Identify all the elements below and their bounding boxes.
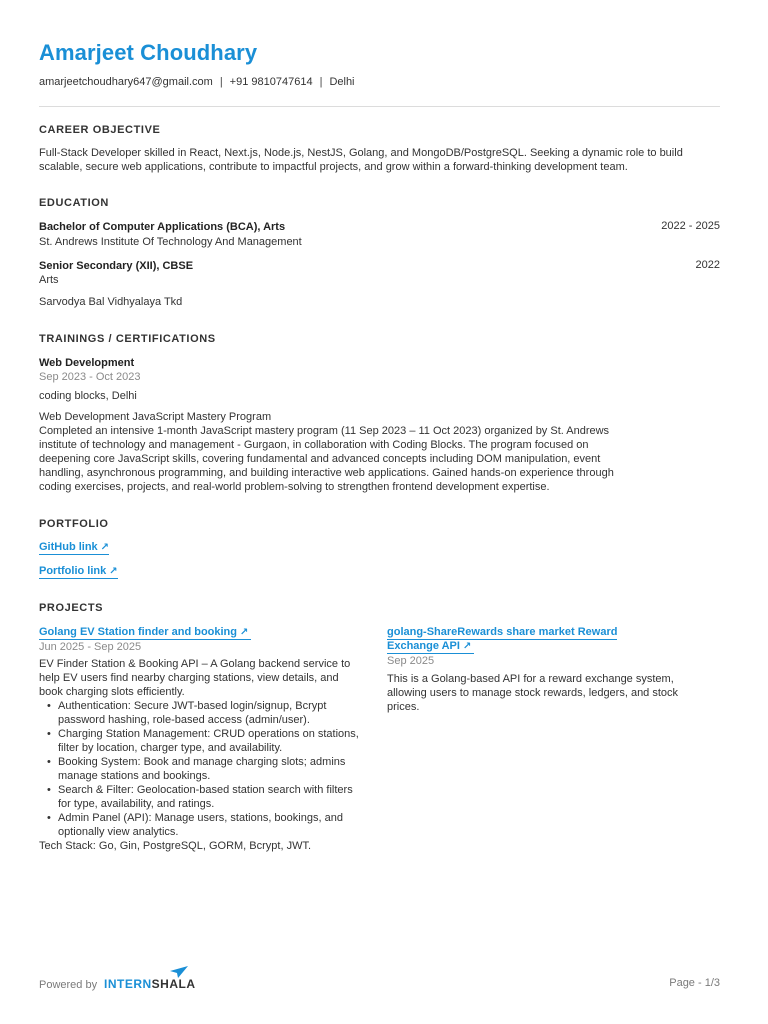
projects-heading: PROJECTS [39, 602, 104, 614]
bullet-line: password hashing, role-based access (admin/user). [58, 714, 310, 726]
education-years-1: 2022 - 2025 [661, 220, 720, 232]
powered-by-text: Powered by [39, 979, 98, 991]
bullet-line: • Search & Filter: Geolocation-based station search with filters [58, 784, 353, 796]
description-line: institute of technology and management - Gurgaon, in collaboration with Coding Blocks. The program focused on [39, 439, 589, 451]
project-1-title: Golang EV Station finder and booking [39, 626, 237, 638]
description-line: This is a Golang-based API for a reward exchange system, [387, 673, 674, 685]
project-1-link[interactable] [39, 626, 251, 640]
education-years-2: 2022 [695, 259, 720, 271]
project-2-title-line1: golang-ShareRewards share market Reward [387, 626, 618, 638]
phone-text: +91 9810747614 [229, 76, 313, 88]
project-1-dates: Jun 2025 - Sep 2025 [39, 641, 142, 653]
bullet-line: • Authentication: Secure JWT-based login/signup, Bcrypt [58, 700, 327, 712]
training-dates: Sep 2023 - Oct 2023 [39, 371, 141, 383]
description-line: deepening core JavaScript skills, covering fundamental and advanced concepts including DOM manipulation, event [39, 453, 601, 465]
external-link-icon: ↗ [240, 627, 249, 638]
logo-part: SHALA [151, 977, 196, 991]
training-program: Web Development JavaScript Mastery Program [39, 411, 272, 423]
description-line: handling, asynchronous programming, and building interactive web applications. Gained hands-on experience through [39, 467, 614, 479]
education-heading: EDUCATION [39, 197, 109, 209]
project-2-title-line2: Exchange API [387, 640, 460, 652]
bullet-line: manage stations and bookings. [58, 770, 211, 782]
external-link-icon: ↗ [462, 641, 472, 652]
education-degree-1: Bachelor of Computer Applications (BCA), Arts [39, 221, 286, 233]
portfolio-heading: PORTFOLIO [39, 518, 109, 530]
bullet-line: filter by location, charger type, and availability. [58, 742, 283, 754]
portfolio-link-label: Portfolio link [39, 565, 107, 577]
intro-line: EV Finder Station & Booking API – A Golang backend service to [39, 658, 351, 670]
paper-plane-icon [170, 966, 188, 978]
intro-line: book charging slots efficiently. [39, 686, 185, 698]
bullet-line: for type, availability, and ratings. [58, 798, 215, 810]
separator: | [219, 76, 223, 88]
list-item [58, 699, 369, 727]
feature-list [39, 699, 369, 839]
bullet-line: • Booking System: Book and manage charging slots; admins [58, 756, 346, 768]
candidate-name: Amarjeet Choudhary [39, 40, 258, 65]
github-link-label: GitHub link [39, 541, 98, 553]
list-item [58, 727, 369, 755]
career-objective-text: Full-Stack Developer skilled in React, Next.js, Node.js, NestJS, Golang, and MongoDB/PostgreSQL. Seeking a dynamic role to build scalable, secure web applications, contribute to impactful projects, and grow within a forward-thinking development team. [39, 147, 683, 173]
list-item [58, 811, 369, 839]
intro-line: help EV users find nearby charging stations, view details, and [39, 672, 339, 684]
separator: | [319, 76, 323, 88]
project-2-link-line1[interactable] [387, 626, 617, 640]
project-2-link-line2[interactable] [387, 640, 474, 654]
description-line: prices. [387, 701, 420, 713]
project-1-details [39, 657, 369, 853]
project-2-description [387, 672, 678, 714]
bullet-line: • Admin Panel (API): Manage users, stations, bookings, and [58, 812, 343, 824]
location-text: Delhi [329, 76, 355, 88]
description-line: Completed an intensive 1-month JavaScript mastery program (11 Sep 2023 – 11 Oct 2023) organized by St. Andrews [39, 425, 610, 437]
description-line: coding exercises, projects, and real-world problem-solving to strengthen frontend development expertise. [39, 481, 550, 493]
education-degree-2: Senior Secondary (XII), CBSE [39, 260, 194, 272]
list-item [58, 755, 369, 783]
external-link-icon: ↗ [100, 542, 110, 553]
description-line: allowing users to manage stock rewards, ledgers, and stock [387, 687, 679, 699]
list-item [58, 783, 369, 811]
internshala-logo [104, 977, 196, 991]
project-2-dates: Sep 2025 [387, 655, 435, 667]
contact-line [39, 76, 355, 88]
external-link-icon: ↗ [109, 566, 118, 577]
education-school-1: St. Andrews Institute Of Technology And Management [39, 236, 302, 248]
github-link[interactable] [39, 541, 109, 555]
bullet-line: • Charging Station Management: CRUD operations on stations, [58, 728, 359, 740]
email-text: amarjeetchoudhary647@gmail.com [39, 76, 213, 88]
bullet-line: optionally view analytics. [58, 826, 179, 838]
tech-stack: Tech Stack: Go, Gin, PostgreSQL, GORM, Bcrypt, JWT. [39, 840, 312, 852]
training-org: coding blocks, Delhi [39, 390, 137, 402]
education-stream-2: Arts [39, 274, 59, 286]
education-school-2: Sarvodya Bal Vidhyalaya Tkd [39, 296, 183, 308]
portfolio-link[interactable] [39, 565, 118, 579]
trainings-heading: TRAININGS / CERTIFICATIONS [39, 333, 216, 345]
logo-part: INTERN [104, 977, 152, 991]
training-description [39, 424, 614, 494]
training-title: Web Development [39, 357, 135, 369]
header-divider [39, 106, 720, 107]
page-number: Page - 1/3 [669, 977, 720, 989]
career-objective-heading: CAREER OBJECTIVE [39, 124, 161, 136]
